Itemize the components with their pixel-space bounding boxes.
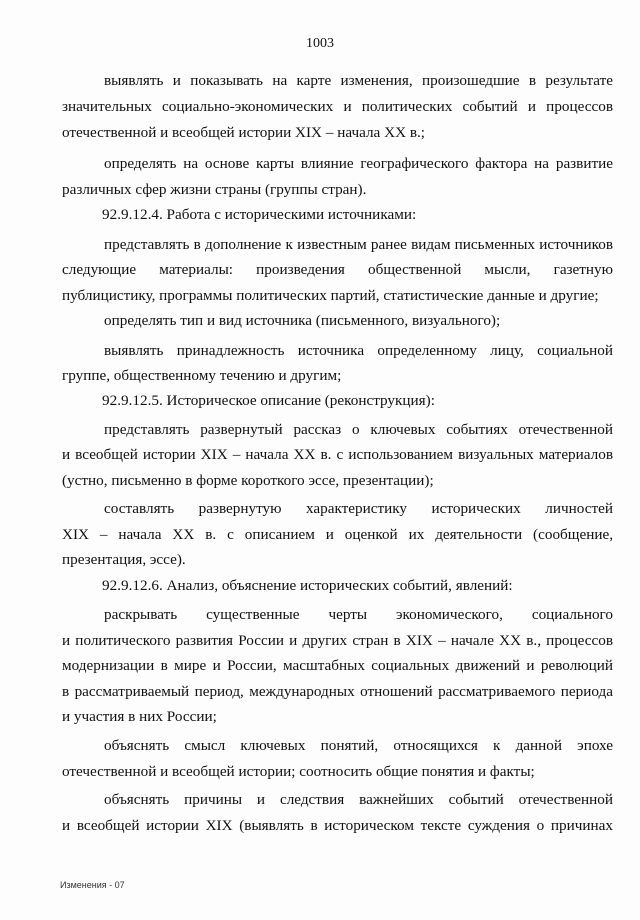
section-heading: 92.9.12.5. Историческое описание (реконструкция): (102, 392, 435, 409)
text-line: и всеобщей истории XIX – начала XX в. с использованием визуальных материалов (62, 446, 613, 463)
text-line: отечественной и всеобщей истории; соотносить общие понятия и факты; (62, 763, 535, 780)
text-line: презентация, эссе). (62, 551, 186, 568)
text-line: публицистику, программы политических партий, статистические данные и другие; (62, 287, 599, 304)
footer-note: Изменения - 07 (60, 880, 125, 890)
text-line: составлять развернутую характеристику исторических личностей (104, 500, 613, 517)
text-line: выявлять и показывать на карте изменения, произошедшие в результате (104, 72, 613, 89)
text-line: и политического развития России и других стран в XIX – начале XX в., процессов (62, 632, 613, 649)
text-line: определять на основе карты влияние географического фактора на развитие (104, 155, 613, 172)
section-heading: 92.9.12.6. Анализ, объяснение исторических событий, явлений: (102, 577, 513, 594)
text-line: следующие материалы: произведения общественной мысли, газетную (62, 261, 613, 278)
text-line: объяснять причины и следствия важнейших событий отечественной (104, 791, 613, 808)
text-line: объяснять смысл ключевых понятий, относящихся к данной эпохе (104, 737, 613, 754)
text-line: XIX – начала XX в. с описанием и оценкой их деятельности (сообщение, (62, 526, 613, 543)
text-line: группе, общественному течению и другим; (62, 367, 342, 384)
text-line: в рассматриваемый период, международных отношений рассматриваемого периода (62, 683, 613, 700)
text-line: (устно, письменно в форме короткого эссе, презентации); (62, 472, 434, 489)
text-line: модернизации в мире и России, масштабных социальных движений и революций (62, 657, 613, 674)
text-line: представлять в дополнение к известным ранее видам письменных источников (104, 236, 613, 253)
text-line: раскрывать существенные черты экономического, социального (104, 606, 613, 623)
text-line: различных сфер жизни страны (группы стран). (62, 181, 367, 198)
text-line: и участия в них России; (62, 708, 217, 725)
text-line: и всеобщей истории XIX (выявлять в историческом тексте суждения о причинах (62, 817, 613, 834)
text-line: выявлять принадлежность источника определенному лицу, социальной (104, 342, 613, 359)
text-line: отечественной и всеобщей истории XIX – начала XX в.; (62, 124, 426, 141)
text-line: значительных социально-экономических и политических событий и процессов (62, 98, 613, 115)
text-line: определять тип и вид источника (письменного, визуального); (104, 312, 501, 329)
page-number: 1003 (306, 36, 334, 51)
section-heading: 92.9.12.4. Работа с историческими источниками: (102, 206, 417, 223)
text-line: представлять развернутый рассказ о ключевых событиях отечественной (104, 421, 613, 438)
